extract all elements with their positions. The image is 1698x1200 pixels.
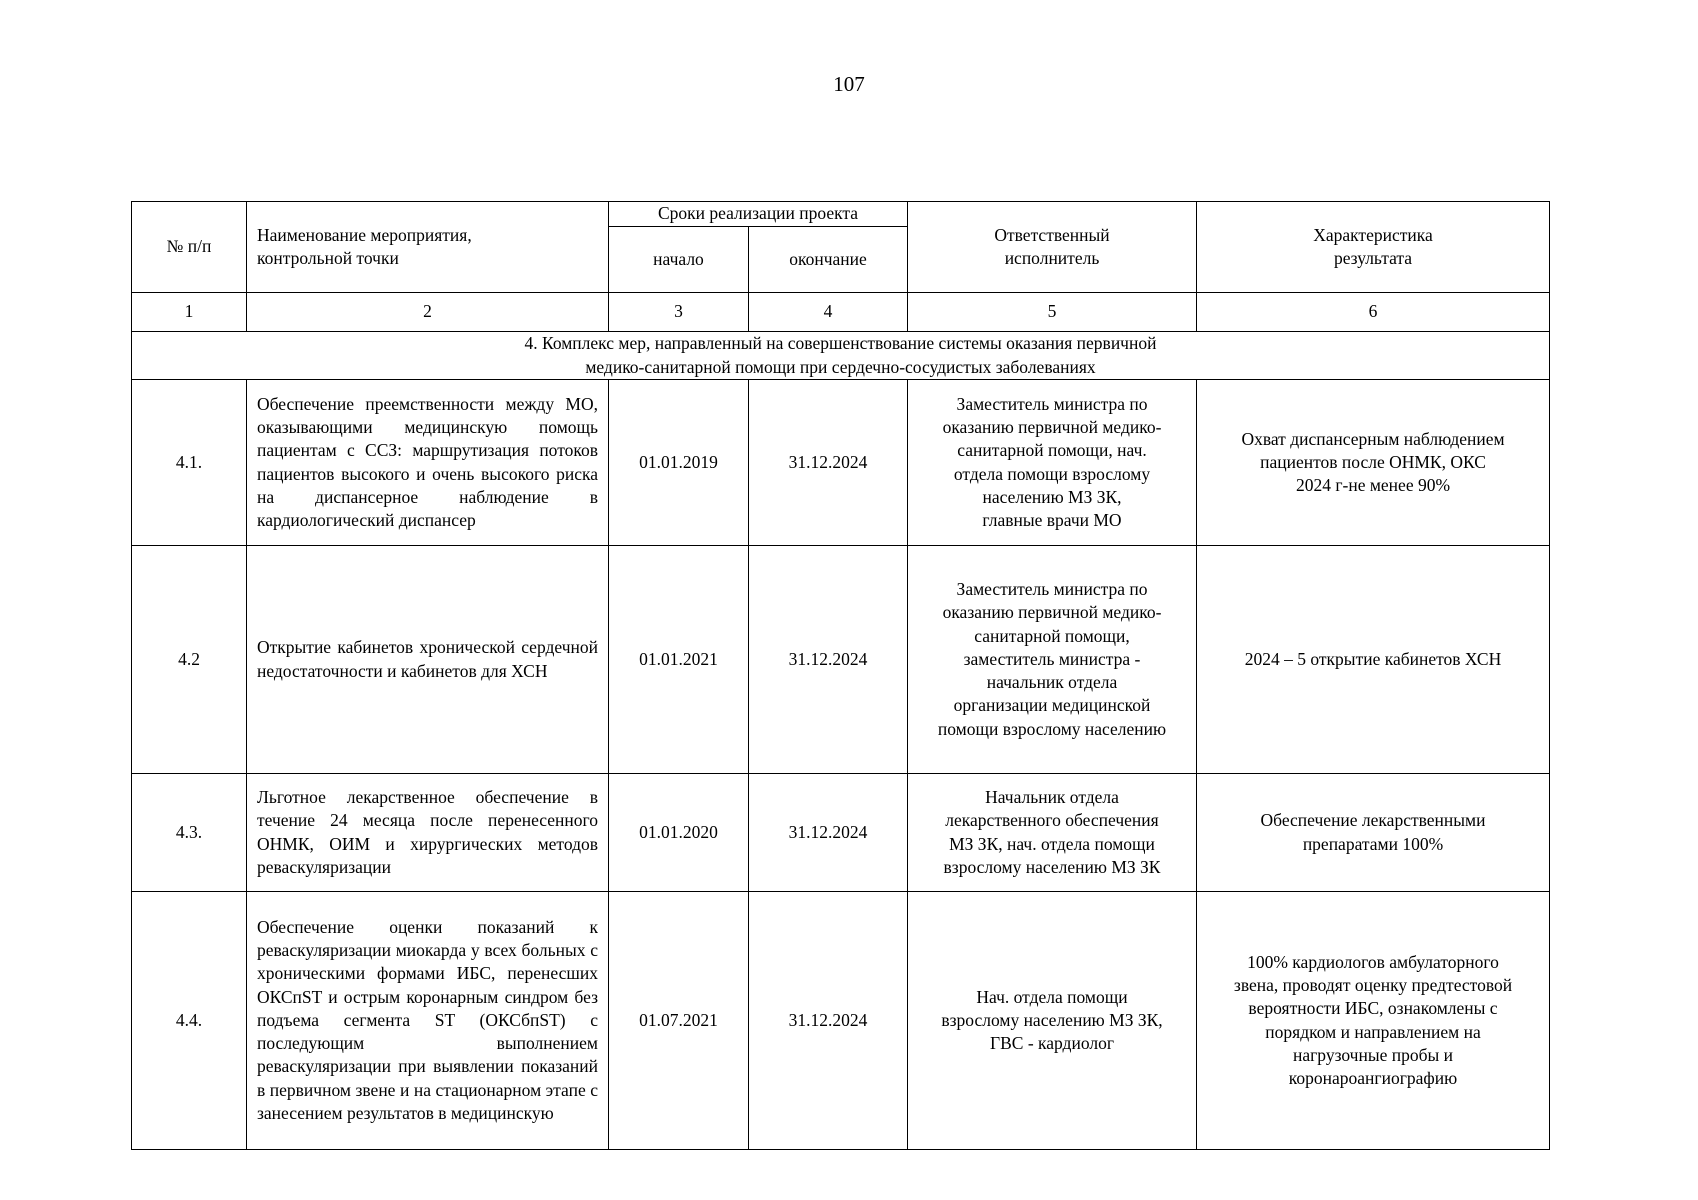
column-number: 2 xyxy=(247,293,609,332)
row-responsible: Нач. отдела помощи взрослому населению МЗ ЗК, ГВС - кардиолог xyxy=(908,892,1197,1150)
row-start: 01.01.2020 xyxy=(609,774,749,892)
section-row xyxy=(132,332,1550,380)
row-start: 01.01.2021 xyxy=(609,546,749,774)
column-number: 6 xyxy=(1197,293,1550,332)
header-terms: Сроки реализации проекта xyxy=(609,202,908,227)
section-title: 4. Комплекс мер, направленный на совершенствование системы оказания первичной медико-санитарной помощи при сердечно-сосудистых заболеваниях xyxy=(132,332,1550,380)
row-start: 01.01.2019 xyxy=(609,380,749,546)
column-number: 3 xyxy=(609,293,749,332)
header-result: Характеристика результата xyxy=(1197,202,1550,293)
header-start: начало xyxy=(609,227,749,293)
row-result: Охват диспансерным наблюдением пациентов после ОНМК, ОКС 2024 г-не менее 90% xyxy=(1197,380,1550,546)
header-responsible: Ответственный исполнитель xyxy=(908,202,1197,293)
row-num: 4.4. xyxy=(132,892,247,1150)
table-row xyxy=(132,892,1550,1150)
column-number: 1 xyxy=(132,293,247,332)
row-num: 4.2 xyxy=(132,546,247,774)
row-num: 4.1. xyxy=(132,380,247,546)
activities-table xyxy=(131,201,1550,1150)
row-name: Льготное лекарственное обеспечение в течение 24 месяца после перенесенного ОНМК, ОИМ и хирургических методов реваскуляризации xyxy=(247,774,609,892)
row-result: 2024 – 5 открытие кабинетов ХСН xyxy=(1197,546,1550,774)
page-number: 107 xyxy=(833,72,865,96)
table-row xyxy=(132,774,1550,892)
column-number: 4 xyxy=(749,293,908,332)
row-result: Обеспечение лекарственными препаратами 100% xyxy=(1197,774,1550,892)
row-responsible: Начальник отдела лекарственного обеспечения МЗ ЗК, нач. отдела помощи взрослому населению МЗ ЗК xyxy=(908,774,1197,892)
header-name: Наименование мероприятия, контрольной точки xyxy=(247,202,609,293)
row-result: 100% кардиологов амбулаторного звена, проводят оценку предтестовой вероятности ИБС, ознакомлены с порядком и направлением на нагрузочные пробы и коронароангиографию xyxy=(1197,892,1550,1150)
row-name: Обеспечение преемственности между МО, оказывающими медицинскую помощь пациентам с ССЗ: маршрутизация потоков пациентов высокого и очень высокого риска на диспансерное наблюдение в кардиологический диспансер xyxy=(247,380,609,546)
row-responsible: Заместитель министра по оказанию первичной медико- санитарной помощи, заместитель министра - начальник отдела организации медицинской помощи взрослому населению xyxy=(908,546,1197,774)
header-num: № п/п xyxy=(132,202,247,293)
row-end: 31.12.2024 xyxy=(749,774,908,892)
row-end: 31.12.2024 xyxy=(749,892,908,1150)
row-end: 31.12.2024 xyxy=(749,380,908,546)
header-end: окончание xyxy=(749,227,908,293)
header-row-1 xyxy=(132,202,1550,227)
column-numbers-row xyxy=(132,293,1550,332)
row-name: Открытие кабинетов хронической сердечной недостаточности и кабинетов для ХСН xyxy=(247,546,609,774)
row-start: 01.07.2021 xyxy=(609,892,749,1150)
row-responsible: Заместитель министра по оказанию первичной медико- санитарной помощи, нач. отдела помощи взрослому населению МЗ ЗК, главные врачи МО xyxy=(908,380,1197,546)
row-end: 31.12.2024 xyxy=(749,546,908,774)
table-row xyxy=(132,380,1550,546)
row-name: Обеспечение оценки показаний к реваскуляризации миокарда у всех больных с хроническими формами ИБС, перенесших ОКСпST и острым коронарным синдром без подъема сегмента ST (ОКСбпST) с последующим выполнением реваскуляризации при выявлении показаний в первичном звене и на стационарном этапе с занесением результатов в медицинскую xyxy=(247,892,609,1150)
column-number: 5 xyxy=(908,293,1197,332)
table-row xyxy=(132,546,1550,774)
row-num: 4.3. xyxy=(132,774,247,892)
